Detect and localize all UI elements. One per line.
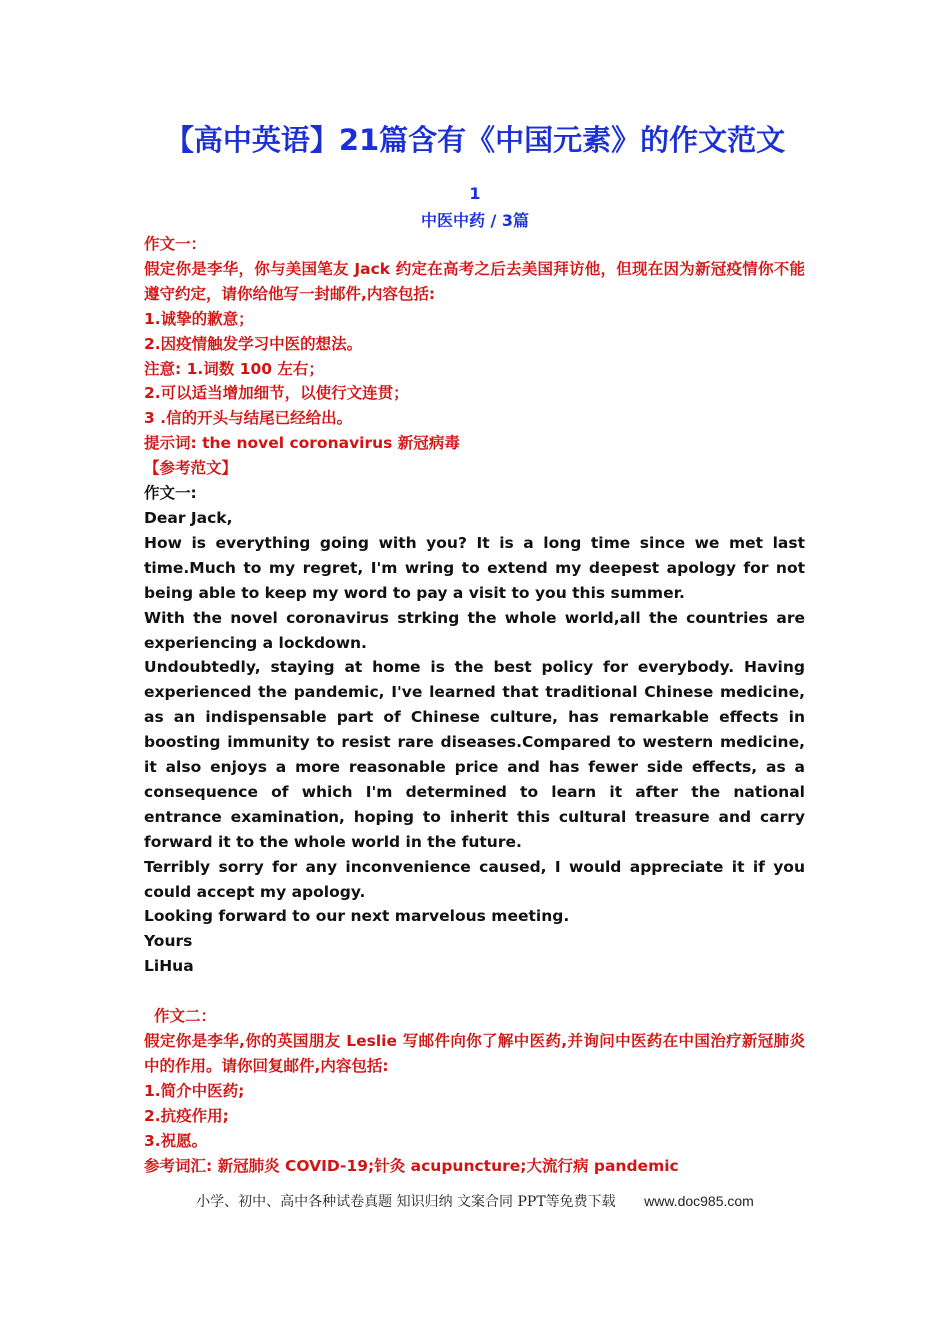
essay2-item-3: 3.祝愿。 <box>144 1131 208 1150</box>
essay1-note-1: 注意: 1.词数 100 左右； <box>144 359 324 378</box>
section-title: 中医中药 / 3篇 <box>420 211 530 230</box>
essay1-note-3: 3 .信的开头与结尾已经给出。 <box>144 409 353 428</box>
essay1-item-1: 1.诚挚的歉意； <box>144 309 254 328</box>
essay1-label: 作文一： <box>144 235 207 253</box>
essay1-hint: 提示词: the novel coronavirus 新冠病毒 <box>144 434 460 453</box>
letter-paragraph-5: Looking forward to our next marvelous meeting. <box>144 907 570 926</box>
essay2-prompt: 假定你是李华,你的英国朋友 Leslie 写邮件向你了解中医药,并询问中医药在中国治疗新冠肺炎中的作用。请你回复邮件,内容包括: <box>144 1031 805 1075</box>
essay1-prompt: 假定你是李华，你与美国笔友 Jack 约定在高考之后去美国拜访他，但现在因为新冠疫情你不能遵守约定，请你给他写一封邮件,内容包括: <box>144 259 805 303</box>
essay2-item-1: 1.简介中医药; <box>144 1081 245 1100</box>
essay2-vocab: 参考词汇: 新冠肺炎 COVID-19;针灸 acupuncture;大流行病 pandemic <box>144 1156 679 1175</box>
letter-paragraph-1: How is everything going with you? It is a long time since we met last time.Much to my regret, I'm wring to extend my deepest apology for not being able to keep my word to pay a visit to you this summer. <box>144 533 805 602</box>
letter-paragraph-3: Undoubtedly, staying at home is the best policy for everybody. Having experienced the pandemic, I've learned that traditional Chinese medicine, as an indispensable part of Chinese culture, has remarkable effects in boosting immunity to resist rare diseases.Compared to western medicine, it also enjoys a more reasonable price and has fewer side effects, as a consequence of which I'm determined to learn it after the national entrance examination, hoping to inherit this cultural treasure and carry forward it to the whole world in the future. <box>144 658 805 851</box>
essay1-item-2: 2.因疫情触发学习中医的想法。 <box>144 334 363 353</box>
document-title: 【高中英语】21篇含有《中国元素》的作文范文 <box>164 123 786 157</box>
section-number: 1 <box>469 184 481 203</box>
footer-url[interactable]: www.doc985.com <box>644 1193 754 1209</box>
document-body <box>144 232 805 1178</box>
blank-line <box>144 979 805 1004</box>
letter-closing: Yours <box>144 932 193 951</box>
essay2-item-2: 2.抗疫作用; <box>144 1106 229 1125</box>
essay1-note-2: 2.可以适当增加细节，以使行文连贯； <box>144 384 409 403</box>
reference-essay-label: 作文一: <box>144 484 197 503</box>
page-footer <box>0 1191 950 1211</box>
letter-signature: LiHua <box>144 957 194 976</box>
essay2-label: 作文二： <box>154 1007 217 1026</box>
letter-paragraph-2: With the novel coronavirus strking the whole world,all the countries are experiencing a lockdown. <box>144 608 805 652</box>
reference-label: 【参考范文】 <box>144 459 238 478</box>
letter-greeting: Dear Jack, <box>144 508 233 527</box>
letter-paragraph-4: Terribly sorry for any inconvenience caused, I would appreciate it if you could accept my apology. <box>144 857 805 901</box>
footer-text: 小学、初中、高中各种试卷真题 知识归纳 文案合同 PPT等免费下载 <box>196 1194 616 1210</box>
